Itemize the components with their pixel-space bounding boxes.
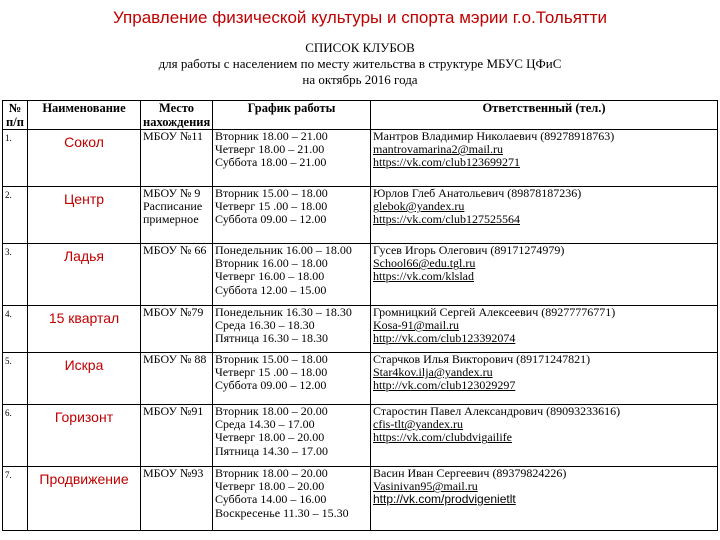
location-line: Расписание [143, 199, 203, 214]
location-line: МБОУ №93 [143, 466, 204, 480]
club-location [141, 306, 213, 353]
schedule-line: Понедельник 16.30 – 18.30 [215, 305, 352, 319]
club-location [141, 405, 213, 467]
table-row [3, 187, 718, 244]
header-schedule: График работы [213, 101, 371, 130]
location-line: примерное [143, 212, 199, 227]
schedule-line: Понедельник 16.00 – 18.00 [215, 243, 352, 257]
table-header-row [3, 101, 718, 130]
club-vk-link[interactable]: http://vk.com/club123029297 [373, 378, 516, 393]
responsible-email-link[interactable]: mantrovamarina2@mail.ru [373, 142, 504, 157]
club-vk-link[interactable]: https://vk.com/club127525564 [373, 212, 520, 227]
responsible-person: Юрлов Глеб Анатольевич (89878187236) [373, 186, 582, 200]
schedule-line: Среда 16.30 – 18.30 [215, 318, 315, 333]
schedule-line: Суббота 09.00 – 12.00 [215, 212, 327, 227]
club-schedule [213, 130, 371, 187]
document-title: СПИСОК КЛУБОВ [305, 40, 415, 55]
schedule-line: Вторник 18.00 – 20.00 [215, 466, 328, 480]
club-vk-link[interactable]: https://vk.com/klslad [373, 269, 474, 284]
club-schedule [213, 405, 371, 467]
club-name: 15 квартал [28, 306, 141, 353]
responsible-person: Васин Иван Сергеевич (89379824226) [373, 466, 567, 480]
club-responsible [371, 187, 718, 244]
location-line: МБОУ № 66 [143, 243, 207, 257]
club-name: Сокол [28, 130, 141, 187]
table-row [3, 130, 718, 187]
club-location [141, 467, 213, 531]
location-line: МБОУ № 9 [143, 186, 201, 200]
responsible-person: Громницкий Сергей Алексеевич (89277776771) [373, 305, 616, 319]
clubs-table [2, 100, 718, 531]
club-vk-link[interactable]: http://vk.com/prodvigenietlt [373, 492, 516, 507]
location-line: МБОУ №79 [143, 305, 204, 319]
club-schedule [213, 353, 371, 405]
club-responsible [371, 405, 718, 467]
club-name: Ладья [28, 244, 141, 306]
row-number: 2. [3, 187, 28, 244]
row-number: 4. [3, 306, 28, 353]
header-num: № п/п [3, 101, 28, 130]
header-place: Место нахождения [141, 101, 213, 130]
club-name: Центр [28, 187, 141, 244]
table-row [3, 353, 718, 405]
schedule-line: Четверг 16.00 – 18.00 [215, 269, 325, 284]
schedule-line: Суббота 09.00 – 12.00 [215, 378, 327, 393]
club-schedule [213, 467, 371, 531]
club-name: Искра [28, 353, 141, 405]
schedule-line: Четверг 18.00 – 20.00 [215, 430, 325, 445]
club-name: Горизонт [28, 405, 141, 467]
club-vk-link[interactable]: https://vk.com/club123699271 [373, 155, 520, 170]
schedule-line: Суббота 18.00 – 21.00 [215, 155, 327, 170]
table-row [3, 244, 718, 306]
club-name: Продвижение [28, 467, 141, 531]
club-schedule [213, 244, 371, 306]
department-heading: Управление физической культуры и спорта мэрии г.о.Тольятти [113, 8, 607, 27]
document-subtitle: для работы с населением по месту жительства в структуре МБУС ЦФиС [158, 56, 562, 71]
club-responsible [371, 353, 718, 405]
schedule-line: Суббота 14.00 – 16.00 [215, 492, 327, 507]
club-schedule [213, 306, 371, 353]
schedule-line: Четверг 15 .00 – 18.00 [215, 199, 328, 214]
responsible-email-link[interactable]: glebok@yandex.ru [373, 199, 465, 214]
table-row [3, 467, 718, 531]
responsible-email-link[interactable]: cfis-tlt@yandex.ru [373, 417, 464, 432]
table-row [3, 306, 718, 353]
club-location [141, 187, 213, 244]
club-vk-link[interactable]: http://vk.com/club123392074 [373, 331, 516, 346]
schedule-line: Вторник 18.00 – 20.00 [215, 404, 328, 418]
row-number: 7. [3, 467, 28, 531]
club-schedule [213, 187, 371, 244]
club-responsible [371, 306, 718, 353]
responsible-person: Гусев Игорь Олегович (89171274979) [373, 243, 565, 257]
responsible-person: Мантров Владимир Николаевич (89278918763) [373, 129, 615, 143]
row-number: 6. [3, 405, 28, 467]
responsible-email-link[interactable]: Star4kov.ilja@yandex.ru [373, 365, 493, 380]
schedule-line: Пятница 16.30 – 18.30 [215, 331, 329, 346]
header-responsible: Ответственный (тел.) [371, 101, 718, 130]
club-responsible [371, 130, 718, 187]
schedule-line: Воскресенье 11.30 – 15.30 [215, 505, 349, 520]
schedule-line: Четверг 15 .00 – 18.00 [215, 365, 328, 380]
responsible-email-link[interactable]: School66@edu.tgl.ru [373, 256, 476, 271]
schedule-line: Вторник 15.00 – 18.00 [215, 186, 328, 200]
schedule-line: Вторник 15.00 – 18.00 [215, 352, 328, 366]
club-responsible [371, 467, 718, 531]
club-responsible [371, 244, 718, 306]
responsible-email-link[interactable]: Vasinivan95@mail.ru [373, 479, 478, 494]
schedule-line: Четверг 18.00 – 21.00 [215, 142, 325, 157]
row-number: 1. [3, 130, 28, 187]
schedule-line: Пятница 14.30 – 17.00 [215, 443, 329, 458]
club-location [141, 130, 213, 187]
responsible-person: Старостин Павел Александрович (89093233616) [373, 404, 621, 418]
schedule-line: Четверг 18.00 – 20.00 [215, 479, 325, 494]
row-number: 5. [3, 353, 28, 405]
location-line: МБОУ №91 [143, 404, 204, 418]
table-row [3, 405, 718, 467]
schedule-line: Вторник 16.00 – 18.00 [215, 256, 328, 271]
row-number: 3. [3, 244, 28, 306]
club-location [141, 353, 213, 405]
responsible-email-link[interactable]: Kosa-91@mail.ru [373, 318, 460, 333]
document-period: на октябрь 2016 года [302, 72, 418, 87]
club-location [141, 244, 213, 306]
header-name: Наименование [28, 101, 141, 130]
location-line: МБОУ №11 [143, 129, 203, 143]
club-vk-link[interactable]: https://vk.com/clubdvigailife [373, 430, 512, 445]
schedule-line: Вторник 18.00 – 21.00 [215, 129, 328, 143]
schedule-line: Суббота 12.00 – 15.00 [215, 282, 327, 297]
location-line: МБОУ № 88 [143, 352, 207, 366]
schedule-line: Среда 14.30 – 17.00 [215, 417, 315, 432]
responsible-person: Старчков Илья Викторович (89171247821) [373, 352, 591, 366]
